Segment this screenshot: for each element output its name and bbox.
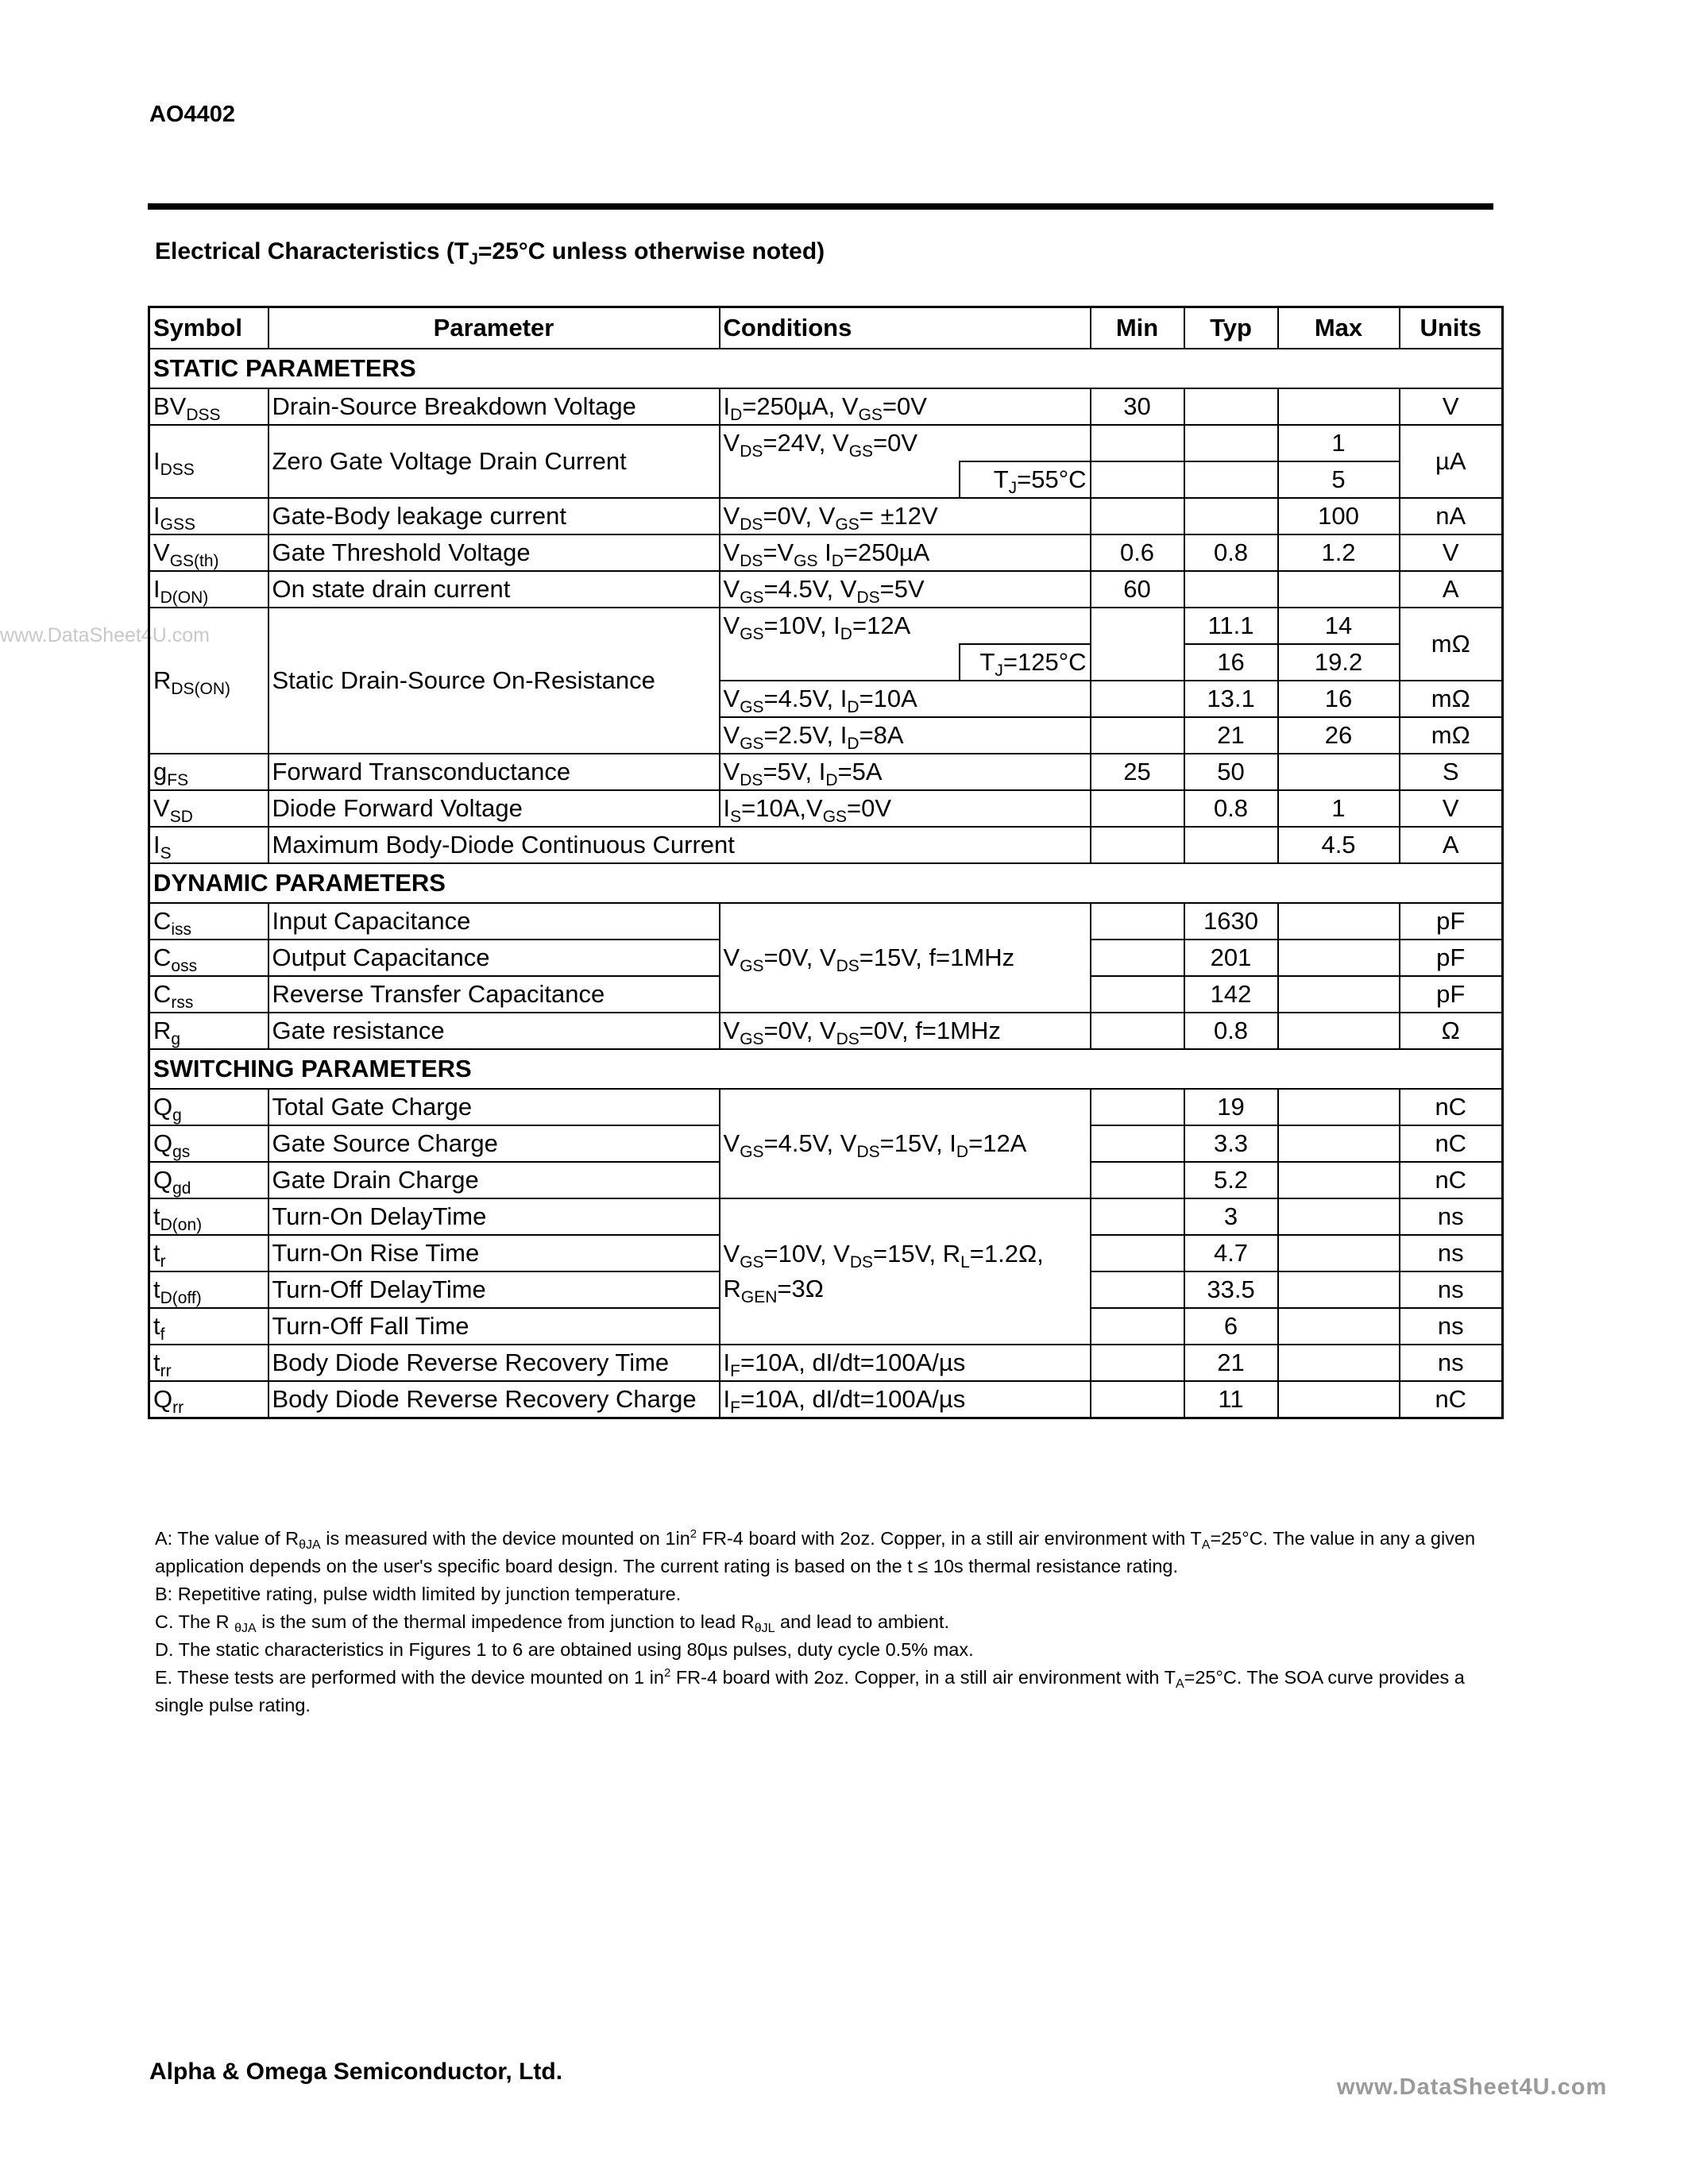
units-cell: pF: [1400, 903, 1503, 940]
typ-cell: [1184, 461, 1278, 498]
parameter-cell: Turn-Off Fall Time: [268, 1308, 720, 1345]
max-cell: [1278, 754, 1400, 790]
symbol-cell: $C_{oss}$: [149, 940, 268, 976]
max-cell: [1278, 571, 1400, 608]
symbol-cell: $g_{FS}$: [149, 754, 268, 790]
table-row: [149, 534, 1503, 571]
symbol-cell: $R_g$: [149, 1013, 268, 1049]
section-title-text: Electrical Characteristics (T: [155, 238, 469, 264]
min-cell: 30: [1091, 388, 1184, 425]
units-cell: nC: [1400, 1089, 1503, 1125]
max-cell: 16: [1278, 681, 1400, 717]
table-row: [149, 1089, 1503, 1125]
parameter-cell: Gate Drain Charge: [268, 1162, 720, 1198]
symbol-cell: $C_{iss}$: [149, 903, 268, 940]
symbol-cell: $R_{DS(ON)}$: [149, 608, 268, 754]
min-cell: [1091, 498, 1184, 534]
watermark-left: www.DataSheet4U.com: [0, 624, 211, 646]
typ-cell: [1184, 388, 1278, 425]
min-cell: [1091, 1125, 1184, 1162]
condition-cell: [720, 644, 960, 681]
min-cell: [1091, 1162, 1184, 1198]
max-cell: [1278, 1308, 1400, 1345]
section-row: [149, 863, 1503, 903]
condition-cell: $V_{GS}=4.5V$, $I_D=10A$: [720, 681, 1091, 717]
col-max: Max: [1278, 307, 1400, 349]
condition-cell: $V_{DS}=V_{GS}$ $I_D=250\mu A$: [720, 534, 1091, 571]
parameter-cell: Zero Gate Voltage Drain Current: [268, 425, 720, 498]
units-cell: pF: [1400, 940, 1503, 976]
symbol-cell: $I_{D(ON)}$: [149, 571, 268, 608]
parameter-cell: Body Diode Reverse Recovery Time: [268, 1345, 720, 1381]
typ-cell: 19: [1184, 1089, 1278, 1125]
parameter-cell: Diode Forward Voltage: [268, 790, 720, 827]
condition-cell: $V_{GS}=2.5V$, $I_D=8A$: [720, 717, 1091, 754]
units-cell: nA: [1400, 498, 1503, 534]
min-cell: [1091, 461, 1184, 498]
condition-cell: $V_{DS}=5V$, $I_D=5A$: [720, 754, 1091, 790]
parameter-cell: Body Diode Reverse Recovery Charge: [268, 1381, 720, 1418]
symbol-cell: $I_{DSS}$: [149, 425, 268, 498]
min-cell: [1091, 1381, 1184, 1418]
symbol-cell: $I_S$: [149, 827, 268, 863]
condition-cell: $V_{GS}=10V$, $I_D=12A$: [720, 608, 1091, 644]
typ-cell: [1184, 425, 1278, 461]
parameter-cell: Static Drain-Source On-Resistance: [268, 608, 720, 754]
condition-cell: $V_{GS}=0V$, $V_{DS}=0V$, f=1MHz: [720, 1013, 1091, 1049]
condition-cell: $T_J=55^\circ C$: [960, 461, 1091, 498]
parameter-cell: Gate resistance: [268, 1013, 720, 1049]
parameter-cell: Forward Transconductance: [268, 754, 720, 790]
condition-cell: $V_{GS}=0V$, $V_{DS}=15V$, f=1MHz: [720, 903, 1091, 1013]
max-cell: [1278, 976, 1400, 1013]
condition-cell: $V_{GS}=4.5V$, $V_{DS}=5V$: [720, 571, 1091, 608]
units-cell: ns: [1400, 1345, 1503, 1381]
parameter-cell: On state drain current: [268, 571, 720, 608]
typ-cell: 201: [1184, 940, 1278, 976]
section-title-sub: J: [469, 250, 478, 268]
typ-cell: 33.5: [1184, 1271, 1278, 1308]
typ-cell: 16: [1184, 644, 1278, 681]
typ-cell: 6: [1184, 1308, 1278, 1345]
symbol-cell: $V_{GS(th)}$: [149, 534, 268, 571]
typ-cell: 0.8: [1184, 790, 1278, 827]
min-cell: [1091, 1345, 1184, 1381]
part-number: AO4402: [149, 102, 236, 127]
condition-cell: $T_J=125^\circ C$: [960, 644, 1091, 681]
units-cell: A: [1400, 827, 1503, 863]
max-cell: [1278, 388, 1400, 425]
condition-cell: $I_S=10A,V_{GS}=0V$: [720, 790, 1091, 827]
table-row: [149, 388, 1503, 425]
symbol-cell: $t_{D(on)}$: [149, 1198, 268, 1235]
condition-cell: $V_{GS}=4.5V$, $V_{DS}=15V$, $I_D=12A$: [720, 1089, 1091, 1198]
max-cell: [1278, 1235, 1400, 1271]
condition-cell: $V_{DS}=24V$, $V_{GS}=0V$: [720, 425, 1091, 461]
symbol-cell: $V_{SD}$: [149, 790, 268, 827]
min-cell: [1091, 1013, 1184, 1049]
condition-cell: $V_{DS}=0V$, $V_{GS}= \pm 12V$: [720, 498, 1091, 534]
table-row: [149, 790, 1503, 827]
section-switching: SWITCHING PARAMETERS: [149, 1049, 1503, 1089]
max-cell: [1278, 1271, 1400, 1308]
max-cell: [1278, 903, 1400, 940]
condition-cell: $V_{GS}=10V$, $V_{DS}=15V$, $R_L=1.2\Omega$, $R_{GEN}=3\Omega$: [720, 1198, 1091, 1345]
typ-cell: 4.7: [1184, 1235, 1278, 1271]
symbol-cell: $BV_{DSS}$: [149, 388, 268, 425]
max-cell: [1278, 1345, 1400, 1381]
units-cell: ns: [1400, 1235, 1503, 1271]
max-cell: [1278, 1125, 1400, 1162]
symbol-cell: $Q_g$: [149, 1089, 268, 1125]
parameter-cell: Turn-On DelayTime: [268, 1198, 720, 1235]
parameter-cell: Maximum Body-Diode Continuous Current: [268, 827, 1091, 863]
units-cell: µA: [1400, 425, 1503, 498]
min-cell: 25: [1091, 754, 1184, 790]
max-cell: 1: [1278, 425, 1400, 461]
min-cell: [1091, 425, 1184, 461]
typ-cell: [1184, 571, 1278, 608]
table-row: [149, 1198, 1503, 1235]
units-cell: V: [1400, 534, 1503, 571]
typ-cell: 11.1: [1184, 608, 1278, 644]
section-dynamic: DYNAMIC PARAMETERS: [149, 863, 1503, 903]
footnote-b: B: Repetitive rating, pulse width limited by junction temperature.: [155, 1584, 682, 1604]
symbol-cell: $t_{D(off)}$: [149, 1271, 268, 1308]
parameter-cell: Gate Threshold Voltage: [268, 534, 720, 571]
max-cell: 1.2: [1278, 534, 1400, 571]
typ-cell: 5.2: [1184, 1162, 1278, 1198]
section-static: STATIC PARAMETERS: [149, 349, 1503, 388]
units-cell: V: [1400, 388, 1503, 425]
units-cell: pF: [1400, 976, 1503, 1013]
typ-cell: [1184, 827, 1278, 863]
col-symbol: Symbol: [149, 307, 268, 349]
min-cell: 0.6: [1091, 534, 1184, 571]
col-typ: Typ: [1184, 307, 1278, 349]
footnote-e: E. These tests are performed with the device mounted on 1 $in^2$ FR-4 board with 2oz. Copper, in a still air environment with $T_A=25^\circ C$. The SOA curve provides a single pulse rating.: [155, 1666, 1465, 1715]
symbol-cell: $t_{rr}$: [149, 1345, 268, 1381]
symbol-cell: $I_{GSS}$: [149, 498, 268, 534]
max-cell: 4.5: [1278, 827, 1400, 863]
parameter-cell: Turn-On Rise Time: [268, 1235, 720, 1271]
typ-cell: [1184, 498, 1278, 534]
symbol-cell: $Q_{gd}$: [149, 1162, 268, 1198]
col-conditions: Conditions: [720, 307, 1091, 349]
typ-cell: 142: [1184, 976, 1278, 1013]
table-row: [149, 608, 1503, 644]
section-row: [149, 1049, 1503, 1089]
units-cell: ns: [1400, 1198, 1503, 1235]
footnotes: [155, 1525, 1497, 1719]
max-cell: [1278, 1162, 1400, 1198]
table-row: [149, 1345, 1503, 1381]
footnote-d: D. The static characteristics in Figures 1 to 6 are obtained using 80µs pulses, duty cycle 0.5% max.: [155, 1639, 974, 1660]
units-cell: ns: [1400, 1271, 1503, 1308]
typ-cell: 0.8: [1184, 534, 1278, 571]
symbol-cell: $t_r$: [149, 1235, 268, 1271]
min-cell: [1091, 1235, 1184, 1271]
parameter-cell: Reverse Transfer Capacitance: [268, 976, 720, 1013]
max-cell: 1: [1278, 790, 1400, 827]
company-name: Alpha & Omega Semiconductor, Ltd.: [149, 2059, 563, 2085]
symbol-cell: $t_f$: [149, 1308, 268, 1345]
max-cell: [1278, 1198, 1400, 1235]
section-title-rest: =25°C unless otherwise noted): [477, 238, 825, 264]
section-row: [149, 349, 1503, 388]
units-cell: nC: [1400, 1162, 1503, 1198]
units-cell: Ω: [1400, 1013, 1503, 1049]
min-cell: [1091, 940, 1184, 976]
typ-cell: 1630: [1184, 903, 1278, 940]
parameter-cell: Total Gate Charge: [268, 1089, 720, 1125]
table-row: [149, 1013, 1503, 1049]
max-cell: [1278, 1381, 1400, 1418]
condition-cell: $I_D=250\mu A$, $V_{GS}=0V$: [720, 388, 1091, 425]
watermark-right: www.DataSheet4U.com: [1337, 2074, 1608, 2100]
units-cell: mΩ: [1400, 681, 1503, 717]
parameter-cell: Drain-Source Breakdown Voltage: [268, 388, 720, 425]
col-min: Min: [1091, 307, 1184, 349]
typ-cell: 13.1: [1184, 681, 1278, 717]
typ-cell: 0.8: [1184, 1013, 1278, 1049]
parameter-cell: Turn-Off DelayTime: [268, 1271, 720, 1308]
max-cell: 14: [1278, 608, 1400, 644]
min-cell: [1091, 1198, 1184, 1235]
max-cell: [1278, 940, 1400, 976]
units-cell: V: [1400, 790, 1503, 827]
table-row: [149, 571, 1503, 608]
footnote-a: A: The value of $R_{\theta JA}$ is measured with the device mounted on $1in^2$ FR-4 board with 2oz. Copper, in a still air environment with $T_A=25^\circ C$. The value in any a given application depends on the user's specific board design. The current rating is based on the t ≤ 10s thermal resistance rating.: [155, 1527, 1476, 1576]
parameter-cell: Gate-Body leakage current: [268, 498, 720, 534]
typ-cell: 21: [1184, 717, 1278, 754]
table-row: [149, 903, 1503, 940]
min-cell: [1091, 903, 1184, 940]
typ-cell: 3: [1184, 1198, 1278, 1235]
units-cell: S: [1400, 754, 1503, 790]
symbol-cell: $Q_{gs}$: [149, 1125, 268, 1162]
units-cell: A: [1400, 571, 1503, 608]
max-cell: [1278, 1013, 1400, 1049]
parameter-cell: Gate Source Charge: [268, 1125, 720, 1162]
table-row: [149, 827, 1503, 863]
max-cell: 26: [1278, 717, 1400, 754]
symbol-cell: $C_{rss}$: [149, 976, 268, 1013]
units-cell: nC: [1400, 1381, 1503, 1418]
electrical-characteristics-table: [148, 306, 1504, 1419]
units-cell: nC: [1400, 1125, 1503, 1162]
typ-cell: 3.3: [1184, 1125, 1278, 1162]
min-cell: [1091, 1089, 1184, 1125]
typ-cell: 50: [1184, 754, 1278, 790]
condition-cell: [720, 461, 960, 498]
units-cell: mΩ: [1400, 608, 1503, 681]
min-cell: [1091, 1308, 1184, 1345]
min-cell: [1091, 976, 1184, 1013]
condition-cell: $I_F=10A$, dI/dt=100A/µs: [720, 1381, 1091, 1418]
table-row: [149, 425, 1503, 461]
typ-cell: 21: [1184, 1345, 1278, 1381]
typ-cell: 11: [1184, 1381, 1278, 1418]
units-cell: mΩ: [1400, 717, 1503, 754]
col-parameter: Parameter: [268, 307, 720, 349]
max-cell: 100: [1278, 498, 1400, 534]
table-row: [149, 498, 1503, 534]
min-cell: 60: [1091, 571, 1184, 608]
footnote-c: C. The R $_{\theta JA}$ is the sum of the thermal impedence from junction to lead $R_{\theta JL}$ and lead to ambient.: [155, 1611, 949, 1635]
max-cell: 5: [1278, 461, 1400, 498]
parameter-cell: Output Capacitance: [268, 940, 720, 976]
parameter-cell: Input Capacitance: [268, 903, 720, 940]
min-cell: [1091, 790, 1184, 827]
min-cell: [1091, 1271, 1184, 1308]
col-units: Units: [1400, 307, 1503, 349]
symbol-cell: $Q_{rr}$: [149, 1381, 268, 1418]
max-cell: 19.2: [1278, 644, 1400, 681]
header-row: [149, 307, 1503, 349]
table-row: [149, 1381, 1503, 1418]
condition-cell: $I_F=10A$, dI/dt=100A/µs: [720, 1345, 1091, 1381]
min-cell: [1091, 681, 1184, 717]
header-rule: [148, 203, 1493, 210]
min-cell: [1091, 827, 1184, 863]
section-title: [155, 238, 825, 268]
units-cell: ns: [1400, 1308, 1503, 1345]
min-cell: [1091, 717, 1184, 754]
min-cell: [1091, 608, 1184, 681]
max-cell: [1278, 1089, 1400, 1125]
table-row: [149, 754, 1503, 790]
